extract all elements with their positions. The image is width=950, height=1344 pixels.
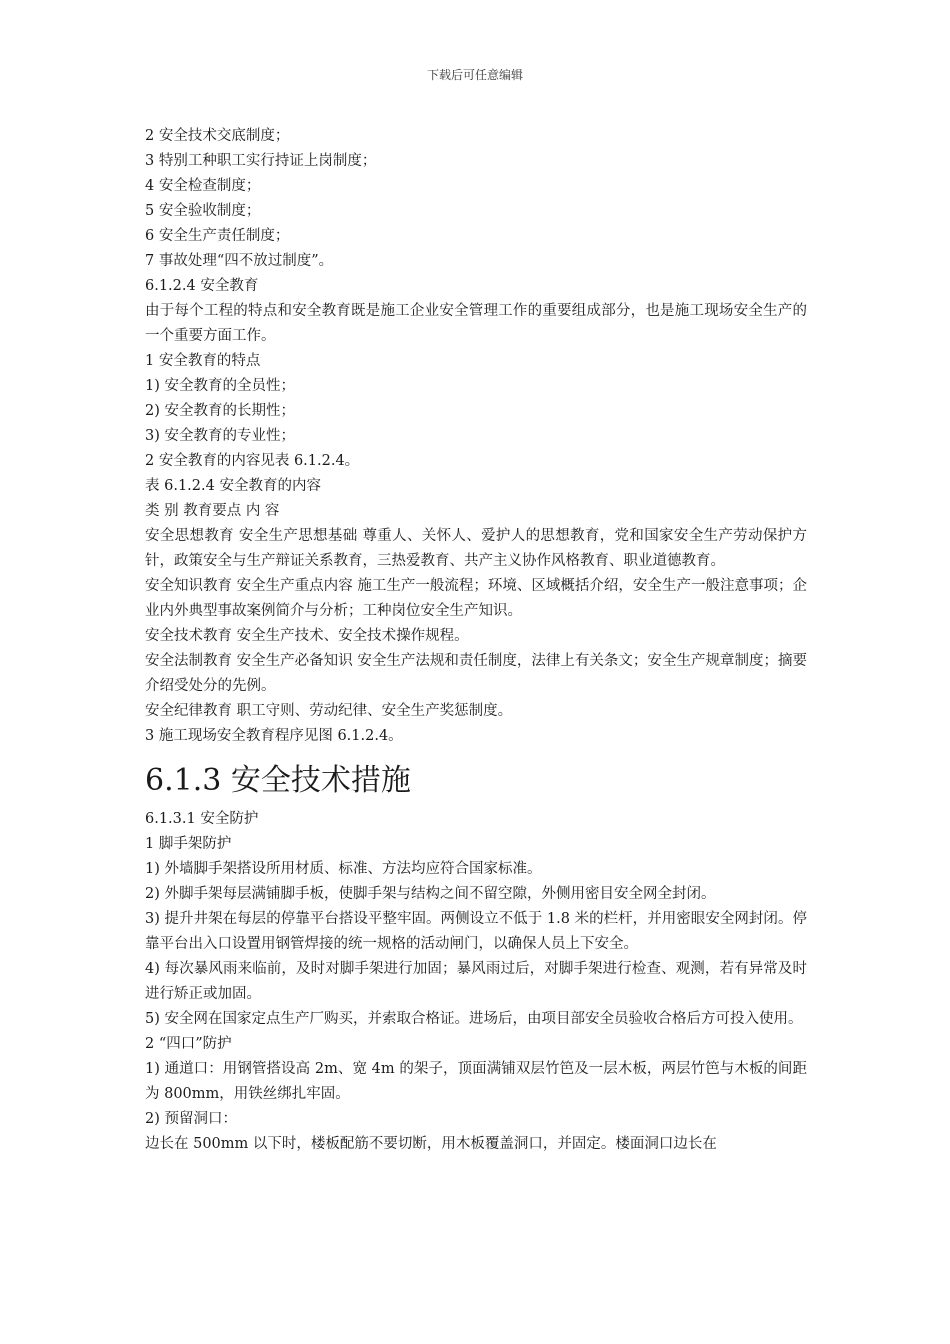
page-header: 下载后可任意编辑 xyxy=(426,68,523,82)
list-item: 3) 提升井架在每层的停靠平台搭设平整牢固。两侧设立不低于 1.8 米的栏杆，并用密眼安全网封闭。停靠平台出入口设置用钢管焊接的统一规格的活动闸门，以确保人员上下安全。 xyxy=(145,911,807,952)
table-row: 安全思想教育 安全生产思想基础 尊重人、关怀人、爱护人的思想教育，党和国家安全生产劳动保护方针，政策安全与生产辩证关系教育，三热爱教育、共产主义协作风格教育、职业道德教育。 xyxy=(145,528,807,569)
paragraph: 6 安全生产责任制度； xyxy=(145,228,290,244)
list-item: 1) 外墙脚手架搭设所用材质、标准、方法均应符合国家标准。 xyxy=(145,861,542,877)
table-row: 安全技术教育 安全生产技术、安全技术操作规程。 xyxy=(145,628,469,644)
paragraph: 1 安全教育的特点 xyxy=(145,353,261,369)
list-item: 4) 每次暴风雨来临前，及时对脚手架进行加固；暴风雨过后，对脚手架进行检查、观测，若有异常及时进行矫正或加固。 xyxy=(145,961,807,1002)
list-item: 5) 安全网在国家定点生产厂购买，并索取合格证。进场后，由项目部安全员验收合格后方可投入使用。 xyxy=(145,1011,803,1027)
paragraph: 3 特别工种职工实行持证上岗制度； xyxy=(145,153,377,169)
paragraph: 7 事故处理“四不放过制度”。 xyxy=(145,253,334,269)
list-item: 1) 通道口：用钢管搭设高 2m、宽 4m 的架子，顶面满铺双层竹笆及一层木板，两层竹笆与木板的间距为 800mm，用铁丝绑扎牢固。 xyxy=(145,1061,807,1102)
paragraph: 2 安全技术交底制度； xyxy=(145,128,290,144)
list-item: 2) 外脚手架每层满铺脚手板，使脚手架与结构之间不留空隙，外侧用密目安全网全封闭。 xyxy=(145,886,716,902)
paragraph: 由于每个工程的特点和安全教育既是施工企业安全管理工作的重要组成部分，也是施工现场安全生产的一个重要方面工作。 xyxy=(145,303,807,344)
table-row: 安全法制教育 安全生产必备知识 安全生产法规和责任制度，法律上有关条文；安全生产规章制度；摘要介绍受处分的先例。 xyxy=(145,653,807,694)
list-item: 2) 安全教育的长期性； xyxy=(145,403,295,419)
paragraph: 2 安全教育的内容见表 6.1.2.4。 xyxy=(145,453,360,469)
subsection-title: 6.1.3.1 安全防护 xyxy=(145,811,259,827)
table-caption: 表 6.1.2.4 安全教育的内容 xyxy=(145,478,321,494)
subsection-title: 6.1.2.4 安全教育 xyxy=(145,278,259,294)
section-safety-measures xyxy=(145,807,807,1157)
paragraph: 5 安全验收制度； xyxy=(145,203,261,219)
list-item: 2) 预留洞口： xyxy=(145,1111,237,1127)
section-heading: 6.1.3 安全技术措施 xyxy=(145,763,411,798)
table-row: 安全知识教育 安全生产重点内容 施工生产一般流程；环境、区域概括介绍，安全生产一般注意事项；企业内外典型事故案例简介与分析；工种岗位安全生产知识。 xyxy=(145,578,807,619)
list-item: 1) 安全教育的全员性； xyxy=(145,378,295,394)
paragraph: 2 “四口”防护 xyxy=(145,1036,232,1052)
document-body xyxy=(145,124,807,1157)
paragraph: 4 安全检查制度； xyxy=(145,178,261,194)
paragraph: 3 施工现场安全教育程序见图 6.1.2.4。 xyxy=(145,728,403,744)
paragraph: 边长在 500mm 以下时，楼板配筋不要切断，用木板覆盖洞口，并固定。楼面洞口边长在 xyxy=(145,1136,717,1152)
section-safety-education xyxy=(145,124,807,749)
list-item: 3) 安全教育的专业性； xyxy=(145,428,295,444)
table-header-row: 类 别 教育要点 内 容 xyxy=(145,503,280,519)
paragraph: 1 脚手架防护 xyxy=(145,836,232,852)
table-row: 安全纪律教育 职工守则、劳动纪律、安全生产奖惩制度。 xyxy=(145,703,513,719)
